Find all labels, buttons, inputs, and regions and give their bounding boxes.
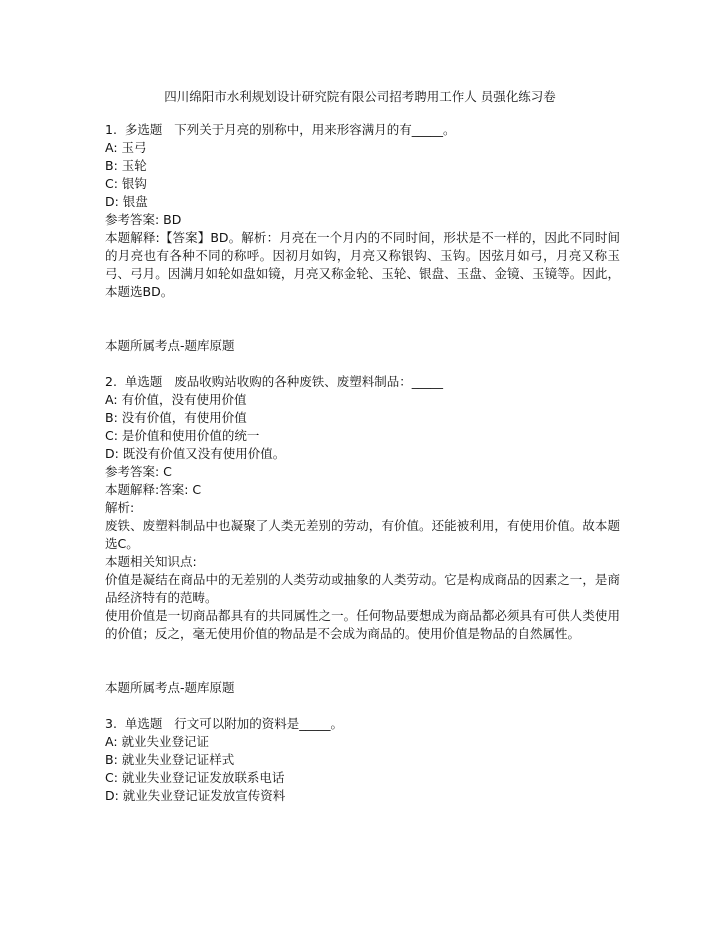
question-3-option-c: C: 就业失业登记证发放联系电话 xyxy=(105,770,285,785)
question-3-stem: 3. 单选题 行文可以附加的资料是_____。 xyxy=(105,716,344,731)
question-2-analysis-label: 解析: xyxy=(105,500,135,515)
question-2-answer: 参考答案: C xyxy=(105,464,172,479)
question-2-knowledge-label: 本题相关知识点: xyxy=(105,554,197,569)
question-2-explanation-label: 本题解释:答案: C xyxy=(105,482,202,497)
question-3-option-d: D: 就业失业登记证发放宣传资料 xyxy=(105,788,286,803)
question-2-option-b: B: 没有价值，有使用价值 xyxy=(105,410,247,425)
document-title: 四川绵阳市水利规划设计研究院有限公司招考聘用工作人 员强化练习卷 xyxy=(164,89,556,104)
document-body xyxy=(105,121,620,805)
question-1-answer: 参考答案: BD xyxy=(105,212,182,227)
question-2-option-a: A: 有价值，没有使用价值 xyxy=(105,392,247,407)
question-1-option-a: A: 玉弓 xyxy=(105,140,147,155)
question-1-option-d: D: 银盘 xyxy=(105,194,148,209)
question-3-option-a: A: 就业失业登记证 xyxy=(105,734,210,749)
question-2-analysis: 废铁、废塑料制品中也凝聚了人类无差别的劳动，有价值。还能被利用，有使用价值。故本题选C。 xyxy=(105,518,620,551)
question-2-option-d: D: 既没有价值又没有使用价值。 xyxy=(105,446,286,461)
question-2-stem: 2. 单选题 废品收购站收购的各种废铁、废塑料制品：_____ xyxy=(105,374,444,389)
question-2-knowledge-2: 使用价值是一切商品都具有的共同属性之一。任何物品要想成为商品都必须具有可供人类使用的价值；反之，毫无使用价值的物品是不会成为商品的。使用价值是物品的自然属性。 xyxy=(105,608,620,641)
question-1-option-c: C: 银钩 xyxy=(105,176,147,191)
question-3-option-b: B: 就业失业登记证样式 xyxy=(105,752,235,767)
question-1-stem: 1. 多选题 下列关于月亮的别称中，用来形容满月的有_____。 xyxy=(105,122,456,137)
question-1 xyxy=(105,121,620,301)
question-2-option-c: C: 是价值和使用价值的统一 xyxy=(105,428,260,443)
question-1-explanation: 本题解释:【答案】BD。解析：月亮在一个月内的不同时间，形状是不一样的，因此不同时间的月亮也有各种不同的称呼。因初月如钩，月亮又称银钩、玉钩。因弦月如弓，月亮又称玉弓、弓月。因满月如轮如盘如镜，月亮又称金轮、玉轮、银盘、玉盘、金镜、玉镜等。因此，本题选BD。 xyxy=(105,230,620,299)
question-1-option-b: B: 玉轮 xyxy=(105,158,147,173)
section-tag-1: 本题所属考点-题库原题 xyxy=(105,338,235,353)
question-2-knowledge-1: 价值是凝结在商品中的无差别的人类劳动或抽象的人类劳动。它是构成商品的因素之一，是商品经济特有的范畴。 xyxy=(105,572,620,605)
question-3 xyxy=(105,715,620,805)
question-2 xyxy=(105,373,620,643)
section-tag-2: 本题所属考点-题库原题 xyxy=(105,680,235,695)
